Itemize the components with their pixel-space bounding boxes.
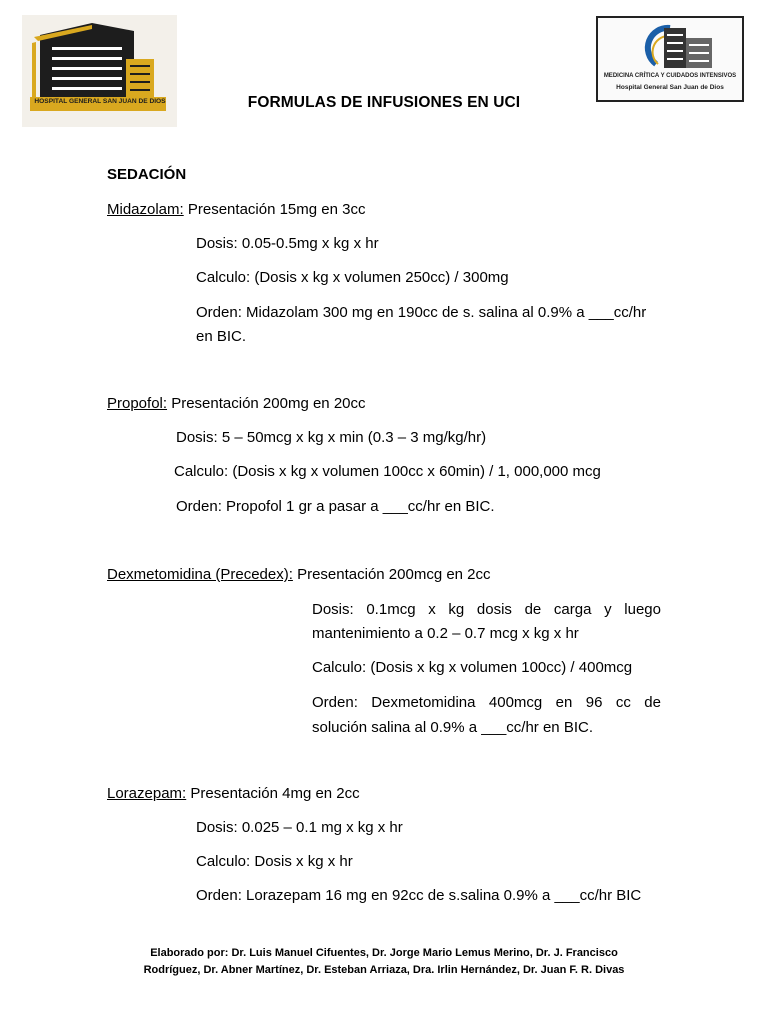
propofol-orden: Orden: Propofol 1 gr a pasar a ___cc/hr en BIC. bbox=[176, 498, 495, 515]
midazolam-heading bbox=[107, 199, 365, 221]
drug-name: Lorazepam: bbox=[107, 785, 187, 802]
propofol-dosis: Dosis: 5 – 50mcg x kg x min (0.3 – 3 mg/kg/hr) bbox=[176, 429, 487, 446]
drug-name: Propofol: bbox=[107, 395, 168, 412]
dexmetomidina-orden: Orden: Dexmetomidina 400mcg en 96 cc de solución salina al 0.9% a ___cc/hr en BIC. bbox=[312, 694, 661, 736]
dexmetomidina-heading bbox=[107, 564, 491, 586]
section-title: SEDACIÓN bbox=[107, 166, 187, 183]
drug-presentation: Presentación 4mg en 2cc bbox=[186, 785, 360, 802]
footer-authors-line2: Rodríguez, Dr. Abner Martínez, Dr. Esteban Arriaza, Dra. Irlin Hernández, Dr. Juan F. R. Divas bbox=[143, 964, 625, 976]
drug-presentation: Presentación 200mcg en 2cc bbox=[292, 566, 491, 583]
midazolam-dosis: Dosis: 0.05-0.5mg x kg x hr bbox=[196, 235, 379, 252]
footer-authors-line1: Elaborado por: Dr. Luis Manuel Cifuentes, Dr. Jorge Mario Lemus Merino, Dr. J. Francisco bbox=[150, 947, 618, 959]
midazolam-orden: Orden: Midazolam 300 mg en 190cc de s. salina al 0.9% a ___cc/hr en BIC. bbox=[196, 304, 647, 345]
propofol-heading bbox=[107, 393, 366, 415]
dexmetomidina-calculo: Calculo: (Dosis x kg x volumen 100cc) / 400mcg bbox=[312, 659, 633, 676]
propofol-calculo: Calculo: (Dosis x kg x volumen 100cc x 60min) / 1, 000,000 mcg bbox=[174, 463, 601, 480]
drug-name: Midazolam: bbox=[107, 201, 184, 218]
lorazepam-orden: Orden: Lorazepam 16 mg en 92cc de s.salina 0.9% a ___cc/hr BIC bbox=[196, 887, 642, 904]
lorazepam-dosis: Dosis: 0.025 – 0.1 mg x kg x hr bbox=[196, 819, 403, 836]
dexmetomidina-dosis: Dosis: 0.1mcg x kg dosis de carga y luego mantenimiento a 0.2 – 0.7 mcg x kg x hr bbox=[312, 601, 661, 642]
page-title: FORMULAS DE INFUSIONES EN UCI bbox=[247, 94, 521, 111]
drug-name: Dexmetomidina (Precedex): bbox=[107, 566, 293, 583]
icu-logo-right bbox=[596, 16, 744, 102]
right-logo-line2: Hospital General San Juan de Dios bbox=[616, 84, 724, 91]
lorazepam-heading bbox=[107, 783, 360, 805]
left-logo-text: HOSPITAL GENERAL SAN JUAN DE DIOS bbox=[34, 98, 166, 105]
drug-presentation: Presentación 15mg en 3cc bbox=[183, 201, 366, 218]
midazolam-calculo: Calculo: (Dosis x kg x volumen 250cc) / 300mg bbox=[196, 269, 509, 286]
right-logo-line1: MEDICINA CRÍTICA Y CUIDADOS INTENSIVOS bbox=[603, 73, 737, 79]
drug-presentation: Presentación 200mg en 20cc bbox=[167, 395, 366, 412]
lorazepam-calculo: Calculo: Dosis x kg x hr bbox=[196, 853, 353, 870]
